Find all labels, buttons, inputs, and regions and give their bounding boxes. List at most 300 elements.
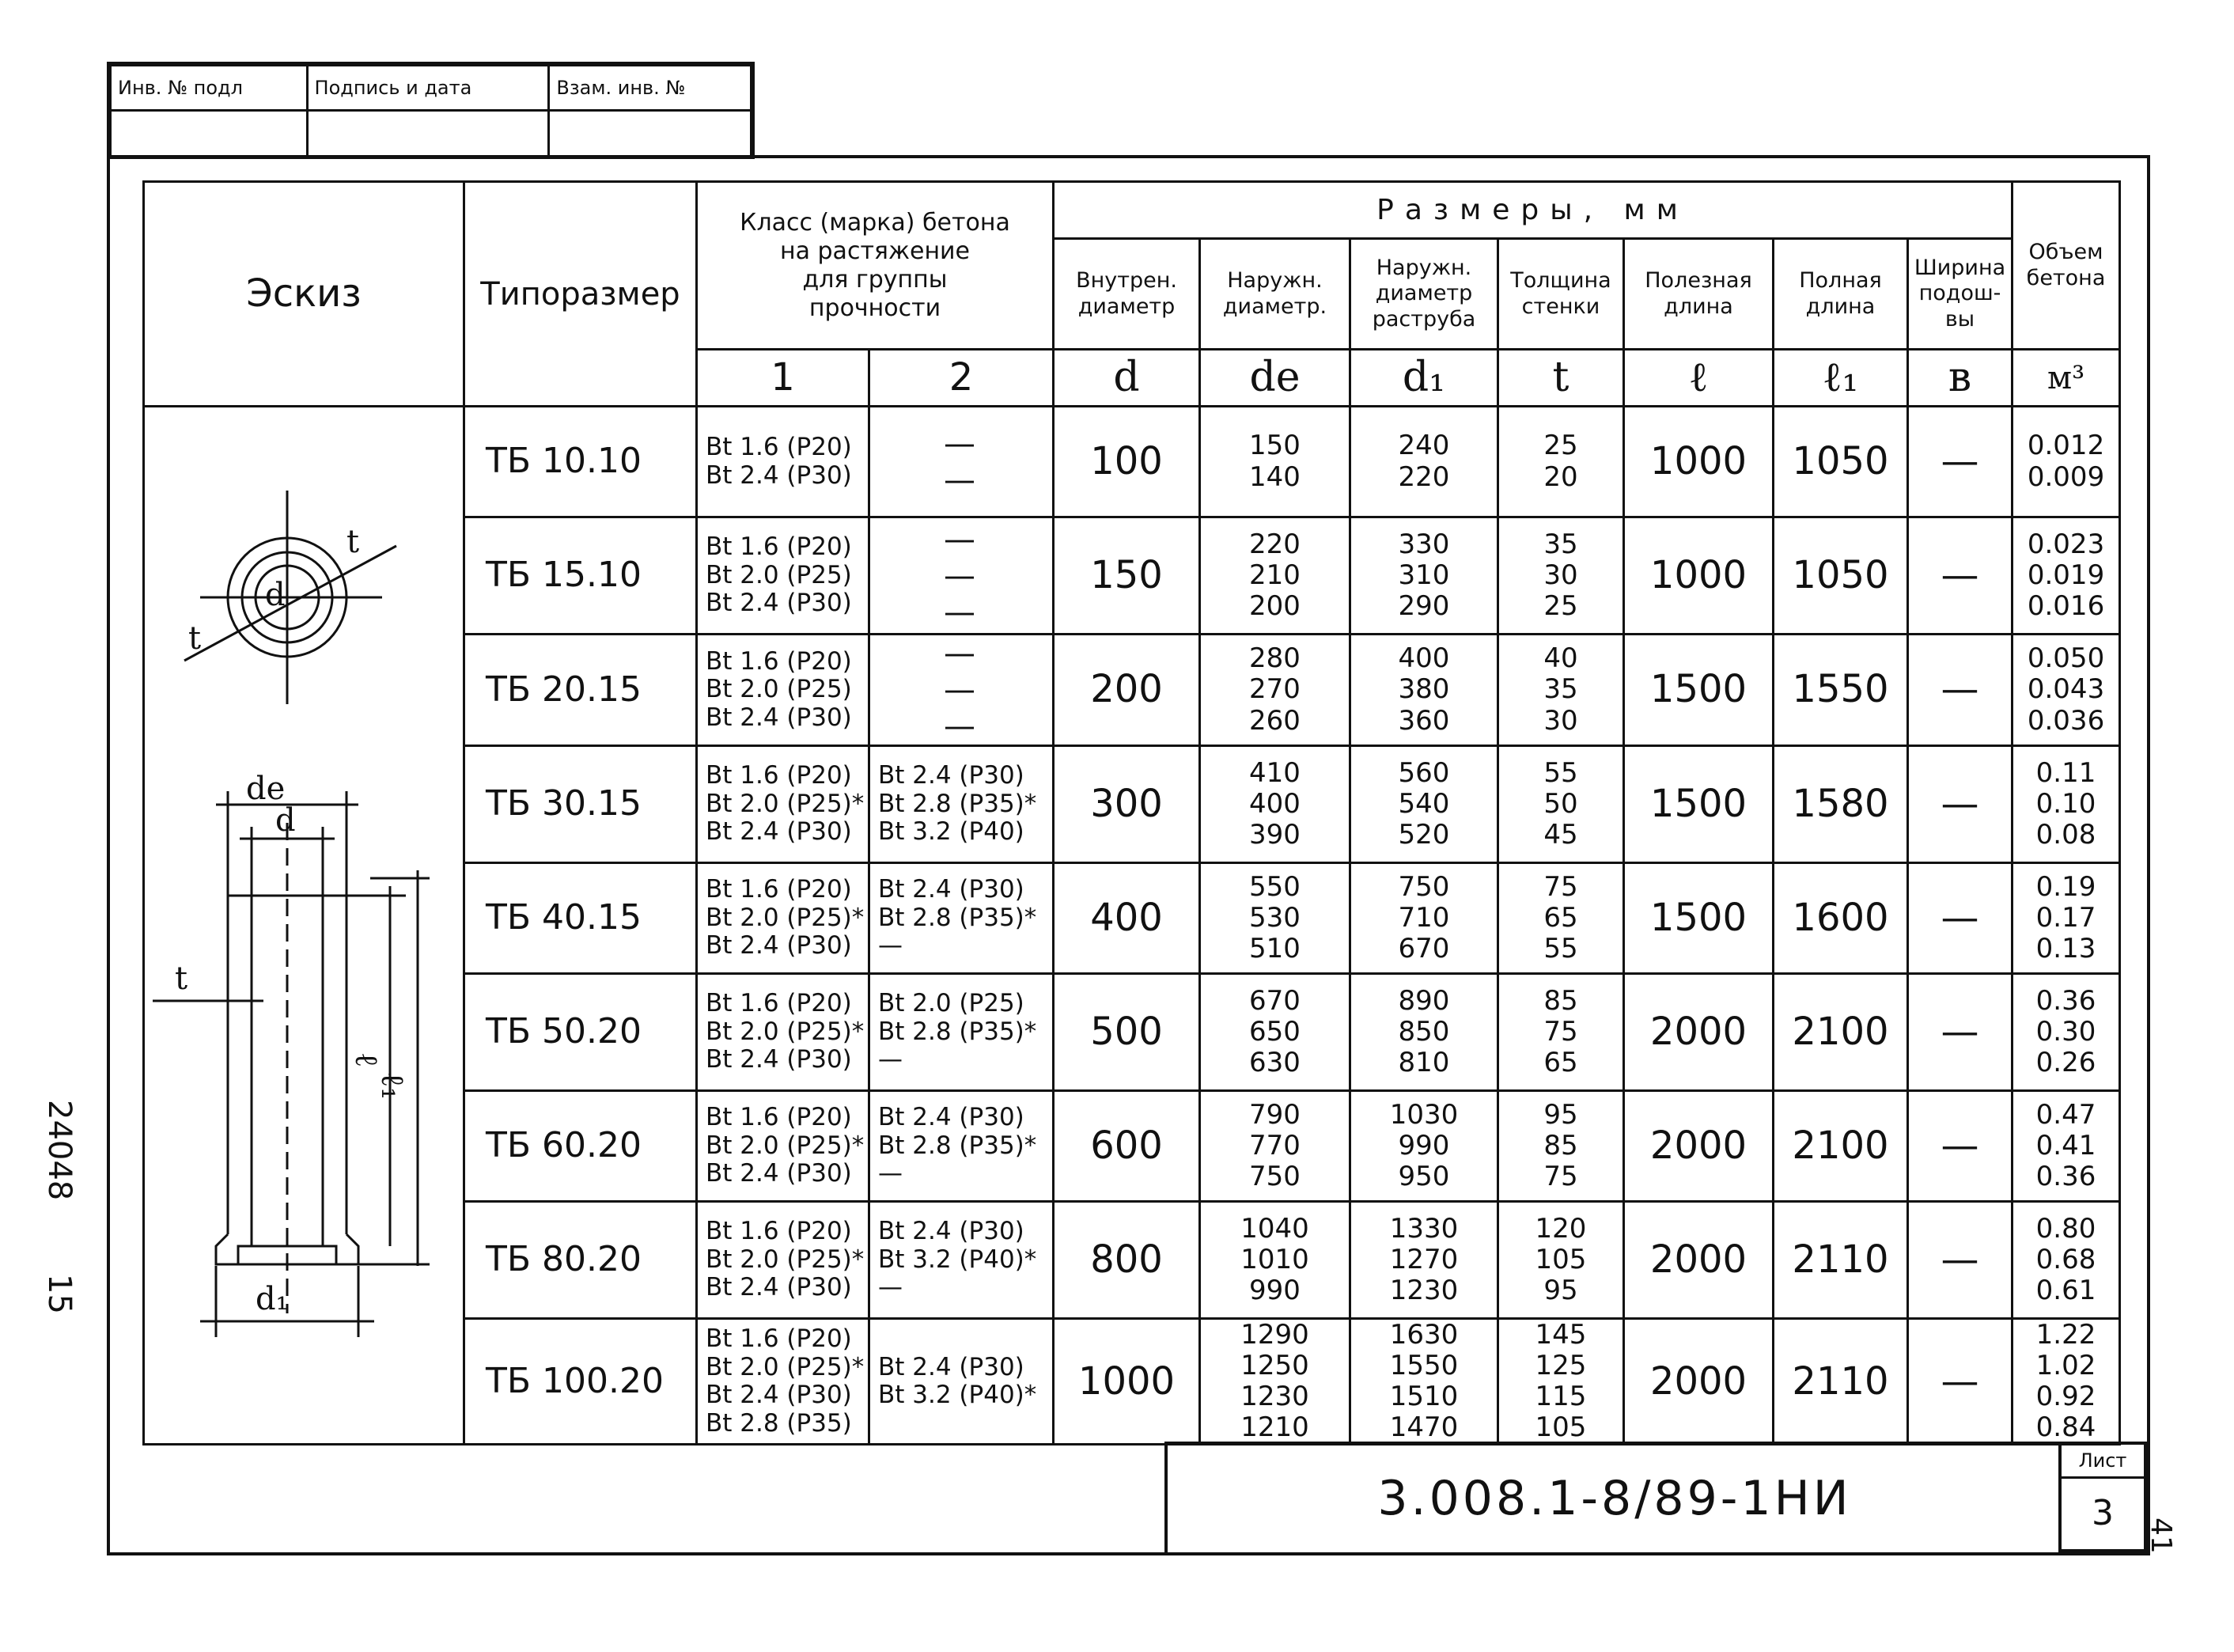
class-group2-cell-line: — [944,557,975,594]
full-length-cell: 1580 [1774,746,1908,863]
socket-diameter-cell-line: 1550 [1389,1350,1459,1382]
useful-length-cell: 2000 [1624,1091,1774,1202]
volume-cell-line: 0.036 [2027,704,2105,737]
wall-thickness-cell [1498,863,1624,974]
outer-diameter-cell-line: 530 [1249,901,1301,934]
volume-cell-line: 1.22 [2035,1319,2096,1351]
wall-thickness-cell-line: 35 [1543,528,1578,560]
sheet-number: 3 [2092,1493,2114,1533]
class-group2-cell [869,746,1054,863]
wall-thickness-cell [1498,1202,1624,1319]
class-group1-cell-line: Bt 1.6 (P20) [706,1217,852,1246]
socket-diameter-cell-line: 750 [1398,870,1450,903]
class-group1-cell [697,517,869,635]
outer-diameter-cell-line: 410 [1249,756,1301,789]
pipe-sketch [145,411,461,1429]
side-page-left: 15 [41,1274,78,1314]
wall-thickness-cell-line: 125 [1535,1350,1587,1382]
wall-thickness-cell-line: 35 [1543,673,1578,706]
class-group2-cell-line: Bt 2.0 (P25) [878,989,1024,1018]
header-sketch: Эскиз [144,182,464,407]
full-length-cell: 1550 [1774,635,1908,746]
class-group2-cell-line: — [878,1045,903,1074]
wall-thickness-cell-line: 115 [1535,1381,1587,1413]
class-group1-cell-line: Bt 2.8 (P35) [706,1408,852,1438]
socket-diameter-cell-line: 1470 [1389,1411,1459,1444]
inner-diameter-cell: 500 [1054,974,1200,1091]
wall-thickness-cell-line: 105 [1535,1411,1587,1444]
volume-cell-line: 0.019 [2027,559,2105,591]
wall-thickness-cell-line: 45 [1543,819,1578,851]
class-group1-cell-line: Bt 1.6 (P20) [706,989,852,1018]
socket-diameter-cell [1350,746,1498,863]
useful-length-cell: 1500 [1624,635,1774,746]
volume-cell [2012,517,2120,635]
volume-cell-line: 0.68 [2035,1243,2096,1275]
class-group2-cell-line: — [944,635,975,672]
type-cell: ТБ 80.20 [464,1202,697,1319]
wall-thickness-cell-line: 40 [1543,642,1578,675]
outer-diameter-cell-line: 220 [1249,528,1301,560]
volume-cell [2012,863,2120,974]
socket-diameter-cell [1350,1319,1498,1445]
sketch-label-l: ℓ [348,1052,384,1068]
outer-diameter-cell-line: 510 [1249,933,1301,965]
stamp-cell [307,111,549,158]
outer-diameter-cell-line: 390 [1249,819,1301,851]
outer-diameter-cell [1200,863,1350,974]
socket-diameter-cell-line: 220 [1398,460,1450,493]
inner-diameter-cell: 1000 [1054,1319,1200,1445]
outer-diameter-cell-line: 1210 [1240,1411,1309,1444]
outer-diameter-cell-line: 670 [1249,984,1301,1017]
wall-thickness-cell-line: 65 [1543,1047,1578,1079]
volume-cell [2012,1319,2120,1445]
class-group2-cell [869,1319,1054,1445]
class-group2-cell-line: Bt 2.4 (P30) [878,1103,1024,1132]
class-group2-cell [869,1202,1054,1319]
socket-diameter-cell-line: 1030 [1389,1098,1459,1131]
class-group2-cell-line: Bt 2.4 (P30) [878,1217,1024,1246]
sketch-label-d1: d₁ [256,1281,289,1317]
class-group1-cell [697,746,869,863]
stamp-vzam-inv: Взам. инв. № [549,66,752,111]
volume-cell-line: 0.10 [2035,787,2096,820]
volume-cell-line: 0.17 [2035,901,2096,934]
class-group2-cell [869,974,1054,1091]
header-line: длина [1664,294,1733,319]
socket-diameter-cell-line: 330 [1398,528,1450,560]
header-line: Полная [1799,268,1882,294]
socket-diameter-cell-line: 1510 [1389,1381,1459,1413]
symbol-d: d [1054,350,1200,407]
outer-diameter-cell-line: 270 [1249,673,1301,706]
class-group1-cell-line: Bt 1.6 (P20) [706,1324,852,1353]
wall-thickness-cell-line: 55 [1543,933,1578,965]
wall-thickness-cell-line: 30 [1543,704,1578,737]
sketch-label-l1: ℓ₁ [374,1072,411,1101]
sketch-label-d-circle: d [265,577,286,613]
volume-cell-line: 0.023 [2027,528,2105,560]
volume-cell [2012,635,2120,746]
useful-length-cell: 2000 [1624,974,1774,1091]
volume-cell-line: 0.47 [2035,1098,2096,1131]
wall-thickness-cell-line: 25 [1543,590,1578,623]
useful-length-cell: 1500 [1624,746,1774,863]
header-volume-line: Объем [2028,240,2103,265]
outer-diameter-cell-line: 630 [1249,1047,1301,1079]
outer-diameter-cell-line: 140 [1249,460,1301,493]
class-group1-cell-line: Bt 2.4 (P30) [706,589,852,618]
stamp-cell [549,111,752,158]
sketch-label-d: d [275,802,296,839]
class-group2-cell [869,407,1054,517]
socket-diameter-cell-line: 890 [1398,984,1450,1017]
class-group1-cell-line: Bt 2.0 (P25)* [706,1017,865,1046]
wall-thickness-cell-line: 25 [1543,430,1578,462]
stamp-cell [111,111,308,158]
class-group2-cell-line: — [944,593,975,631]
class-group2-cell-line: — [878,931,903,961]
type-cell: ТБ 30.15 [464,746,697,863]
class-group1-cell-line: Bt 1.6 (P20) [706,1103,852,1132]
inner-diameter-cell: 800 [1054,1202,1200,1319]
class-group2-cell-line: — [944,425,975,462]
header-volume [2012,182,2120,350]
socket-diameter-cell-line: 240 [1398,430,1450,462]
header-base-width [1908,239,2012,350]
header-line: Толщина [1510,268,1611,294]
volume-cell-line: 1.02 [2035,1350,2096,1382]
inner-diameter-cell: 300 [1054,746,1200,863]
symbol-de: de [1200,350,1350,407]
header-line: стенки [1521,294,1600,319]
socket-diameter-cell-line: 710 [1398,901,1450,934]
header-type: Типоразмер [464,182,697,407]
class-group2-cell [869,1091,1054,1202]
class-group1-cell [697,974,869,1091]
class-group2-cell-line: — [944,461,975,498]
symbol-l: ℓ [1624,350,1774,407]
full-length-cell: 2100 [1774,974,1908,1091]
header-group-1: 1 [697,350,869,407]
volume-cell-line: 0.36 [2035,984,2096,1017]
volume-cell-line: 0.012 [2027,430,2105,462]
class-group2-cell [869,635,1054,746]
symbol-m3: м³ [2012,350,2120,407]
volume-cell-line: 0.30 [2035,1015,2096,1048]
socket-diameter-cell-line: 520 [1398,819,1450,851]
volume-cell-line: 0.41 [2035,1129,2096,1161]
symbol-d1: d₁ [1350,350,1498,407]
class-group2-cell-line: — [878,1159,903,1188]
outer-diameter-cell-line: 990 [1249,1275,1301,1307]
inner-diameter-cell: 200 [1054,635,1200,746]
outer-diameter-cell-line: 210 [1249,559,1301,591]
header-line: Наружн. [1376,255,1472,280]
volume-cell-line: 0.009 [2027,460,2105,493]
class-group2-cell-line: — [944,521,975,558]
wall-thickness-cell-line: 75 [1543,870,1578,903]
header-concrete-class [697,182,1054,350]
wall-thickness-cell [1498,517,1624,635]
type-cell: ТБ 20.15 [464,635,697,746]
outer-diameter-cell [1200,746,1350,863]
socket-diameter-cell [1350,974,1498,1091]
wall-thickness-cell-line: 120 [1535,1212,1587,1245]
class-group2-cell [869,863,1054,974]
class-group1-cell [697,1202,869,1319]
socket-diameter-cell [1350,1202,1498,1319]
class-group1-cell-line: Bt 1.6 (P20) [706,646,852,676]
class-group1-cell-line: Bt 1.6 (P20) [706,761,852,790]
wall-thickness-cell-line: 95 [1543,1098,1578,1131]
header-class-line: на растяжение [779,237,971,265]
class-group1-cell-line: Bt 2.4 (P30) [706,1159,852,1188]
wall-thickness-cell-line: 75 [1543,1015,1578,1048]
pipe-right-socket [323,1234,358,1264]
class-group1-cell-line: Bt 2.4 (P30) [706,703,852,732]
socket-diameter-cell-line: 360 [1398,704,1450,737]
type-cell: ТБ 50.20 [464,974,697,1091]
class-group2-cell-line: Bt 2.8 (P35)* [878,903,1037,932]
header-useful-length [1624,239,1774,350]
outer-diameter-cell-line: 1040 [1240,1212,1309,1245]
header-line: Полезная [1645,268,1752,294]
socket-diameter-cell-line: 1230 [1389,1275,1459,1307]
wall-thickness-cell [1498,746,1624,863]
socket-diameter-cell-line: 380 [1398,673,1450,706]
outer-diameter-cell [1200,1202,1350,1319]
header-class-line: для группы [802,265,948,294]
wall-thickness-cell-line: 95 [1543,1275,1578,1307]
class-group1-cell-line: Bt 1.6 (P20) [706,875,852,904]
class-group1-cell-line: Bt 2.0 (P25)* [706,1131,865,1160]
wall-thickness-cell-line: 85 [1543,1129,1578,1161]
wall-thickness-cell-line: 75 [1543,1161,1578,1193]
class-group1-cell-line: Bt 2.0 (P25)* [706,789,865,818]
class-group1-cell-line: Bt 2.4 (P30) [706,1273,852,1302]
socket-diameter-cell-line: 560 [1398,756,1450,789]
useful-length-cell: 1000 [1624,517,1774,635]
type-cell: ТБ 40.15 [464,863,697,974]
class-group2-cell-line: Bt 3.2 (P40)* [878,1381,1037,1410]
socket-diameter-cell [1350,1091,1498,1202]
socket-diameter-cell-line: 1330 [1389,1212,1459,1245]
wall-thickness-cell [1498,1319,1624,1445]
outer-diameter-cell-line: 550 [1249,870,1301,903]
full-length-cell: 1050 [1774,407,1908,517]
class-group2-cell-line: Bt 3.2 (P40) [878,817,1024,847]
wall-thickness-cell-line: 50 [1543,787,1578,820]
side-inventory-number: 24048 [41,1100,78,1201]
sketch-label-t-left: t [188,620,202,657]
base-width-cell: — [1908,863,2012,974]
volume-cell [2012,1091,2120,1202]
header-line: раструба [1372,306,1476,332]
outer-diameter-cell-line: 400 [1249,787,1301,820]
socket-diameter-cell [1350,517,1498,635]
base-width-cell: — [1908,746,2012,863]
side-page-right: 41 [2145,1517,2177,1554]
class-group1-cell-line: Bt 1.6 (P20) [706,532,852,562]
outer-diameter-cell [1200,635,1350,746]
symbol-b: в [1908,350,2012,407]
volume-cell-line: 0.19 [2035,870,2096,903]
header-line: диаметр [1077,294,1176,319]
socket-diameter-cell-line: 540 [1398,787,1450,820]
volume-cell-line: 0.13 [2035,933,2096,965]
class-group1-cell-line: Bt 2.4 (P30) [706,931,852,961]
socket-diameter-cell-line: 990 [1398,1129,1450,1161]
header-line: длина [1805,294,1876,319]
class-group1-cell-line: Bt 2.0 (P25) [706,675,852,704]
type-cell: ТБ 100.20 [464,1319,697,1445]
inner-diameter-cell: 600 [1054,1091,1200,1202]
socket-diameter-cell-line: 310 [1398,559,1450,591]
wall-thickness-cell [1498,635,1624,746]
full-length-cell: 1600 [1774,863,1908,974]
class-group1-cell [697,1319,869,1445]
wall-thickness-cell-line: 55 [1543,756,1578,789]
useful-length-cell: 2000 [1624,1202,1774,1319]
wall-thickness-cell-line: 30 [1543,559,1578,591]
wall-thickness-cell [1498,407,1624,517]
useful-length-cell: 2000 [1624,1319,1774,1445]
approval-stamp [107,62,755,159]
inner-diameter-cell: 150 [1054,517,1200,635]
class-group1-cell-line: Bt 2.0 (P25)* [706,1352,865,1381]
socket-diameter-cell-line: 1270 [1389,1243,1459,1275]
type-cell: ТБ 10.10 [464,407,697,517]
class-group1-cell-line: Bt 2.0 (P25)* [706,1245,865,1274]
socket-diameter-cell-line: 810 [1398,1047,1450,1079]
stamp-signature-date: Подпись и дата [307,66,549,111]
socket-diameter-cell [1350,407,1498,517]
volume-cell-line: 0.11 [2035,756,2096,789]
base-width-cell: — [1908,635,2012,746]
header-full-length [1774,239,1908,350]
class-group1-cell [697,407,869,517]
pipe-left-socket [216,1234,252,1264]
class-group1-cell-line: Bt 2.4 (P30) [706,460,852,490]
class-group1-cell-line: Bt 2.0 (P25) [706,560,852,589]
class-group1-cell [697,635,869,746]
outer-diameter-cell-line: 280 [1249,642,1301,675]
outer-diameter-cell-line: 200 [1249,590,1301,623]
socket-diameter-cell-line: 400 [1398,642,1450,675]
class-group1-cell-line: Bt 2.0 (P25)* [706,903,865,932]
volume-cell-line: 0.61 [2035,1275,2096,1307]
header-line: диаметр. [1222,294,1327,319]
header-line: диаметр [1375,281,1473,306]
header-line: вы [1944,306,1975,332]
class-group2-cell-line: Bt 2.8 (P35)* [878,789,1037,818]
volume-cell-line: 0.016 [2027,590,2105,623]
volume-cell-line: 0.84 [2035,1411,2096,1444]
volume-cell [2012,974,2120,1091]
outer-diameter-cell-line: 1230 [1240,1381,1309,1413]
base-width-cell: — [1908,517,2012,635]
symbol-l1: ℓ₁ [1774,350,1908,407]
header-socket-diameter [1350,239,1498,350]
class-group2-cell-line: Bt 2.4 (P30) [878,875,1024,904]
outer-diameter-cell [1200,407,1350,517]
class-group2-cell-line: — [944,708,975,745]
class-group1-cell-line: Bt 2.4 (P30) [706,1045,852,1074]
full-length-cell: 2110 [1774,1319,1908,1445]
outer-diameter-cell [1200,1319,1350,1445]
sketch-label-t-side: t [175,961,188,997]
outer-diameter-cell-line: 750 [1249,1161,1301,1193]
class-group2-cell-line: — [878,1273,903,1302]
useful-length-cell: 1000 [1624,407,1774,517]
base-width-cell: — [1908,1202,2012,1319]
full-length-cell: 2110 [1774,1202,1908,1319]
wall-thickness-cell-line: 105 [1535,1243,1587,1275]
volume-cell [2012,1202,2120,1319]
sheet-box [2058,1442,2147,1552]
header-outer-diameter [1200,239,1350,350]
outer-diameter-cell [1200,517,1350,635]
type-cell: ТБ 60.20 [464,1091,697,1202]
volume-cell [2012,746,2120,863]
base-width-cell: — [1908,407,2012,517]
class-group1-cell-line: Bt 1.6 (P20) [706,432,852,461]
volume-cell-line: 0.050 [2027,642,2105,675]
wall-thickness-cell [1498,974,1624,1091]
outer-diameter-cell-line: 1010 [1240,1243,1309,1275]
stamp-inv-podl: Инв. № подл [111,66,308,111]
header-wall-thickness [1498,239,1624,350]
volume-cell-line: 0.043 [2027,673,2105,706]
outer-diameter-cell-line: 770 [1249,1129,1301,1161]
full-length-cell: 1050 [1774,517,1908,635]
header-class-line: Класс (марка) бетона [740,208,1010,237]
volume-cell-line: 0.92 [2035,1381,2096,1413]
header-inner-diameter [1054,239,1200,350]
header-line: Внутрен. [1076,268,1177,294]
outer-diameter-cell-line: 790 [1249,1098,1301,1131]
full-length-cell: 2100 [1774,1091,1908,1202]
class-group2-cell-line: Bt 2.8 (P35)* [878,1017,1037,1046]
socket-diameter-cell-line: 290 [1398,590,1450,623]
outer-diameter-cell-line: 150 [1249,430,1301,462]
inner-diameter-cell: 100 [1054,407,1200,517]
volume-cell-line: 0.36 [2035,1161,2096,1193]
symbol-t: t [1498,350,1624,407]
title-block [1164,1442,2144,1549]
class-group2-cell [869,517,1054,635]
header-sizes: Размеры, мм [1054,182,2012,239]
outer-diameter-cell-line: 1290 [1240,1319,1309,1351]
header-line: Ширина [1914,255,2006,280]
class-group1-cell-line: Bt 2.4 (P30) [706,817,852,847]
outer-diameter-cell [1200,974,1350,1091]
wall-thickness-cell-line: 65 [1543,901,1578,934]
sheet-label: Лист [2062,1445,2144,1479]
class-group1-cell [697,863,869,974]
header-group-2: 2 [869,350,1054,407]
class-group2-cell-line: — [944,672,975,708]
base-width-cell: — [1908,1091,2012,1202]
socket-diameter-cell-line: 950 [1398,1161,1450,1193]
wall-thickness-cell-line: 145 [1535,1319,1587,1351]
base-width-cell: — [1908,974,2012,1091]
socket-diameter-cell [1350,635,1498,746]
class-group2-cell-line: Bt 2.4 (P30) [878,761,1024,790]
sketch-label-de: de [246,771,286,807]
